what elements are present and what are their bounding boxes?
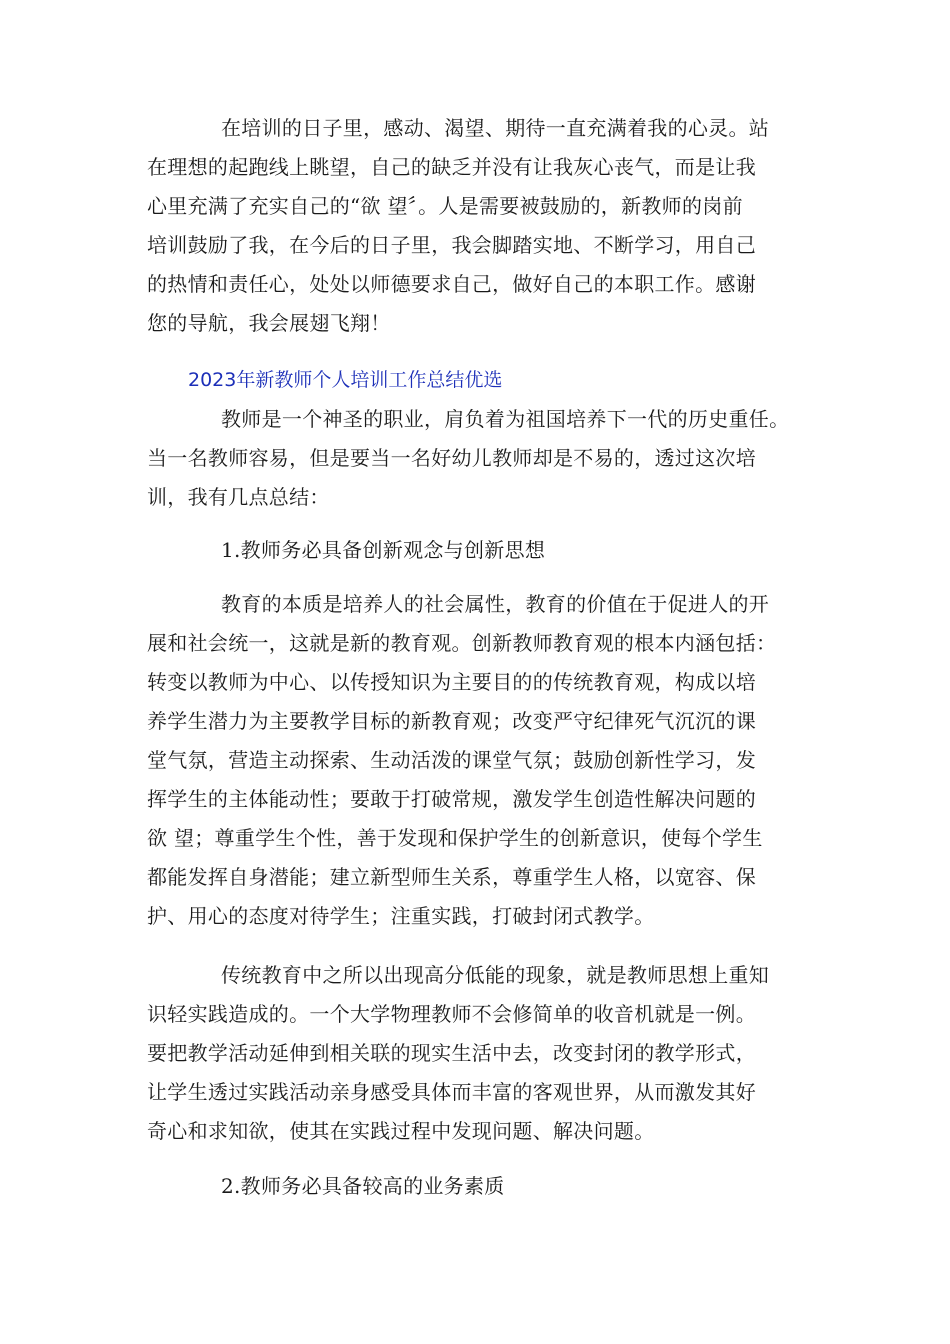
paragraph-2-line-3: 训，我有几点总结： bbox=[147, 485, 330, 509]
paragraph-2-line-1: 教师是一个神圣的职业，肩负着为祖国培养下一代的历史重任。 bbox=[221, 407, 790, 431]
paragraph-4-line-1: 传统教育中之所以出现高分低能的现象，就是教师思想上重知 bbox=[221, 963, 770, 987]
paragraph-3-line-8: 都能发挥自身潜能；建立新型师生关系，尊重学生人格，以宽容、保 bbox=[147, 865, 756, 889]
paragraph-4-line-5: 奇心和求知欲，使其在实践过程中发现问题、解决问题。 bbox=[147, 1119, 655, 1143]
paragraph-1-line-4: 培训鼓励了我，在今后的日子里，我会脚踏实地、不断学习，用自己 bbox=[147, 233, 756, 257]
paragraph-3-line-7: 欲 望；尊重学生个性，善于发现和保护学生的创新意识，使每个学生 bbox=[147, 826, 763, 850]
paragraph-3-line-6: 挥学生的主体能动性；要敢于打破常规，激发学生创造性解决问题的 bbox=[147, 787, 756, 811]
paragraph-1-line-2: 在理想的起跑线上眺望，自己的缺乏并没有让我灰心丧气，而是让我 bbox=[147, 155, 756, 179]
section-2-title: 2.教师务必具备较高的业务素质 bbox=[221, 1174, 505, 1198]
paragraph-1-line-3: 心里充满了充实自己的“欲 望〞。人是需要被鼓励的，新教师的岗前 bbox=[147, 194, 743, 218]
section-heading: 2023年新教师个人培训工作总结优选 bbox=[188, 369, 503, 391]
paragraph-1-line-6: 您的导航，我会展翅飞翔！ bbox=[147, 311, 391, 335]
paragraph-3-line-5: 堂气氛，营造主动探索、生动活泼的课堂气氛；鼓励创新性学习，发 bbox=[147, 748, 756, 772]
paragraph-4-line-4: 让学生透过实践活动亲身感受具体而丰富的客观世界，从而激发其好 bbox=[147, 1080, 756, 1104]
paragraph-3-line-9: 护、用心的态度对待学生；注重实践，打破封闭式教学。 bbox=[147, 904, 655, 928]
paragraph-3-line-2: 展和社会统一，这就是新的教育观。创新教师教育观的根本内涵包括： bbox=[147, 631, 777, 655]
paragraph-4-line-2: 识轻实践造成的。一个大学物理教师不会修简单的收音机就是一例。 bbox=[147, 1002, 756, 1026]
paragraph-1-line-5: 的热情和责任心，处处以师德要求自己，做好自己的本职工作。感谢 bbox=[147, 272, 756, 296]
paragraph-2-line-2: 当一名教师容易，但是要当一名好幼儿教师却是不易的，透过这次培 bbox=[147, 446, 756, 470]
paragraph-3-line-4: 养学生潜力为主要教学目标的新教育观；改变严守纪律死气沉沉的课 bbox=[147, 709, 756, 733]
section-1-title: 1.教师务必具备创新观念与创新思想 bbox=[221, 538, 546, 562]
paragraph-4-line-3: 要把教学活动延伸到相关联的现实生活中去，改变封闭的教学形式， bbox=[147, 1041, 756, 1065]
paragraph-1-line-1: 在培训的日子里，感动、渴望、期待一直充满着我的心灵。站 bbox=[221, 116, 770, 140]
paragraph-3-line-1: 教育的本质是培养人的社会属性，教育的价值在于促进人的开 bbox=[221, 592, 770, 616]
paragraph-3-line-3: 转变以教师为中心、以传授知识为主要目的的传统教育观，构成以培 bbox=[147, 670, 756, 694]
